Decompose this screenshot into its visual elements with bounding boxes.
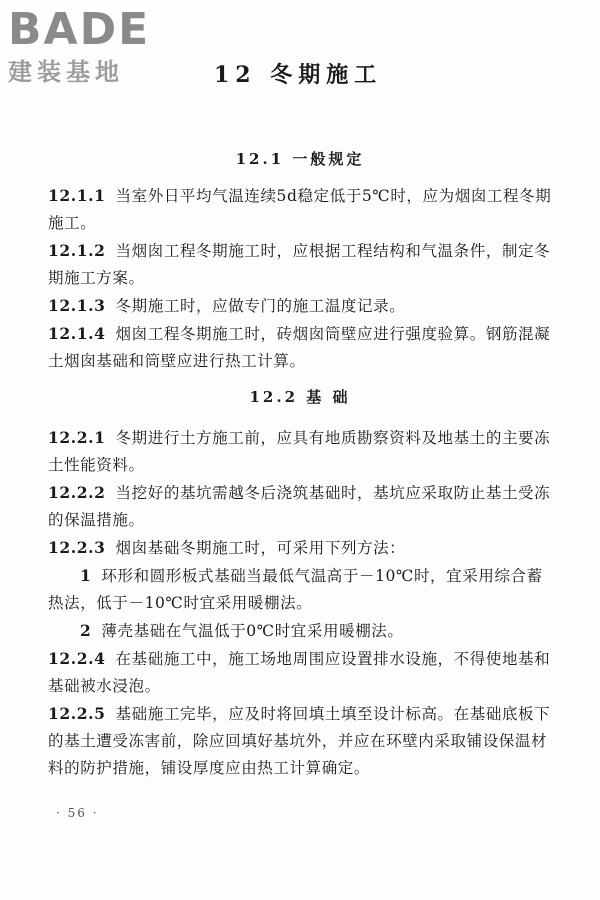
clause-text: 在基础施工中，施工场地周围应设置排水设施，不得使地基和基础被水浸泡。	[48, 650, 551, 695]
logo	[8, 6, 178, 86]
clause-number: 12.2.4	[48, 649, 106, 668]
section-body	[48, 424, 552, 782]
clause-number: 12.1.4	[48, 324, 106, 343]
logo-subtitle: 建装基地	[8, 58, 124, 86]
section-title: 12.1 一般规定	[235, 150, 365, 168]
clause-text: 当烟囱工程冬期施工时，应根据工程结构和气温条件，制定冬期施工方案。	[48, 242, 551, 287]
clause-text: 烟囱工程冬期施工时，砖烟囱筒壁应进行强度验算。钢筋混凝土烟囱基础和筒壁应进行热工计算。	[48, 325, 551, 370]
clause	[48, 424, 552, 479]
sub-clause	[48, 617, 552, 645]
sub-clause-number: 1	[80, 566, 92, 585]
clause	[48, 237, 552, 292]
clause-text: 烟囱基础冬期施工时，可采用下列方法：	[115, 539, 406, 557]
clause-text: 冬期进行土方施工前，应具有地质勘察资料及地基土的主要冻土性能资料。	[48, 429, 551, 474]
clause-number: 12.2.3	[48, 538, 106, 557]
page-number: · 56 ·	[56, 806, 99, 820]
clause	[48, 320, 552, 375]
clause-text: 当挖好的基坑需越冬后浇筑基础时，基坑应采取防止基土受冻的保温措施。	[48, 484, 551, 529]
section-body	[48, 182, 552, 375]
sub-clause	[48, 562, 552, 617]
clause-number: 12.2.5	[48, 704, 106, 723]
clause-text: 当室外日平均气温连续5d稳定低于5℃时，应为烟囱工程冬期施工。	[48, 187, 552, 232]
clause	[48, 534, 552, 562]
logo-mark: BADE	[8, 4, 151, 55]
clause-text: 基础施工完毕，应及时将回填土填至设计标高。在基础底板下的基土遭受冻害前，除应回填好基坑外，并应在环壁内采取铺设保温材料的防护措施，铺设厚度应由热工计算确定。	[48, 705, 551, 777]
sub-clause-number: 2	[80, 621, 92, 640]
chapter-title: 12 冬期施工	[214, 62, 383, 88]
sub-clause-text: 环形和圆形板式基础当最低气温高于－10℃时，宜采用综合蓄热法，低于－10℃时宜采用暖棚法。	[48, 567, 543, 612]
clause-number: 12.2.1	[48, 428, 106, 447]
clause-number: 12.1.2	[48, 241, 106, 260]
clause-number: 12.2.2	[48, 483, 106, 502]
clause	[48, 182, 552, 237]
clause	[48, 645, 552, 700]
clause-number: 12.1.3	[48, 296, 106, 315]
clause-number: 12.1.1	[48, 186, 106, 205]
clause	[48, 479, 552, 534]
section-title: 12.2 基 础	[249, 388, 351, 406]
clause-text: 冬期施工时，应做专门的施工温度记录。	[115, 297, 406, 315]
sub-clause-text: 薄壳基础在气温低于0℃时宜采用暖棚法。	[101, 622, 404, 640]
clause	[48, 700, 552, 782]
clause	[48, 292, 552, 320]
